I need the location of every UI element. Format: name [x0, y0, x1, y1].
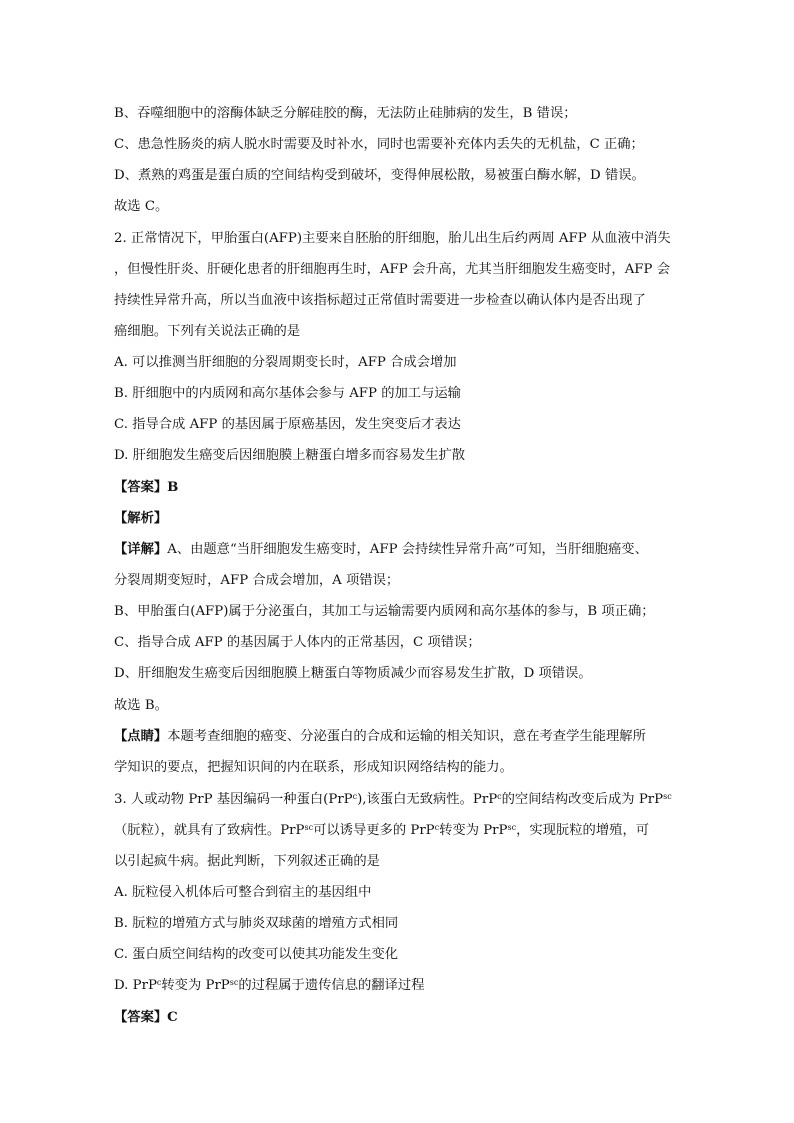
text-span: 的过程属于遗传信息的翻译过程 — [238, 978, 425, 993]
superscript: sc — [229, 978, 239, 987]
text-line: 持续性异常升高，所以当血液中该指标超过正常值时需要进一步检查以确认体内是否出现了 — [114, 293, 646, 308]
text-span: 3. 人或动物 PrP 基因编码一种蛋白(PrP — [114, 792, 353, 807]
detail-text: A、由题意“当肝细胞发生癌变时，AFP 会持续性异常升高”可知，当肝细胞癌变、 — [167, 542, 648, 557]
text-span: ，实现朊粒的增殖，可 — [516, 823, 650, 838]
text-line: 故选 C。 — [114, 199, 169, 214]
text-span: 的空间结构改变后成为 PrP — [501, 792, 664, 807]
option-c: C. 指导合成 AFP 的基因属于原癌基因，发生突变后才表达 — [114, 417, 461, 432]
text-line: 分裂周期变短时，AFP 合成会增加，A 项错误； — [114, 573, 400, 588]
option-a: A. 朊粒侵入机体后可整合到宿主的基因组中 — [114, 885, 372, 900]
text-line: 学知识的要点，把握知识间的内在联系，形成知识网络结构的能力。 — [114, 760, 513, 775]
text-span: （朊粒），就具有了致病性。PrP — [114, 823, 305, 838]
question-2-stem: 2. 正常情况下，甲胎蛋白(AFP)主要来自胚胎的肝细胞，胎儿出生后约两周 AFP 从血液中消失 — [114, 231, 671, 246]
text-line: 故选 B。 — [114, 698, 168, 713]
option-a: A. 可以推测当肝细胞的分裂周期变长时，AFP 合成会增加 — [114, 355, 457, 370]
text-line: ，但慢性肝炎、肝硬化患者的肝细胞再生时，AFP 会升高，尤其当肝细胞发生癌变时，AFP 会 — [114, 262, 670, 277]
option-d: D. 肝细胞发生癌变后因细胞膜上糖蛋白增多而容易发生扩散 — [114, 448, 466, 463]
text-line — [114, 727, 646, 747]
text-line: D、煮熟的鸡蛋是蛋白质的空间结构受到破坏，变得伸展松散，易被蛋白酶水解，D 错误。 — [114, 168, 645, 183]
superscript: c — [156, 978, 162, 987]
superscript: c — [497, 792, 502, 801]
option-d — [114, 976, 425, 996]
text-line — [114, 821, 649, 841]
analysis-label: 【解析】 — [114, 511, 168, 526]
text-line — [114, 540, 648, 560]
answer-label: 【答案】C — [114, 1010, 178, 1025]
superscript: sc — [663, 792, 672, 801]
superscript: sc — [507, 823, 517, 832]
option-b: B. 肝细胞中的内质网和高尔基体会参与 AFP 的加工与运输 — [114, 386, 461, 401]
option-c: C. 蛋白质空间结构的改变可以使其功能发生变化 — [114, 947, 399, 962]
comment-text: 本题考查细胞的癌变、分泌蛋白的合成和运输的相关知识，意在考查学生能理解所 — [167, 729, 646, 744]
text-line: 以引起疯牛病。据此判断，下列叙述正确的是 — [114, 854, 380, 869]
superscript: c — [434, 823, 440, 832]
superscript: sc — [304, 823, 314, 832]
text-span: 转变为 PrP — [439, 823, 508, 838]
answer-label: 【答案】B — [114, 480, 179, 495]
text-span: ),该蛋白无致病性。PrP — [357, 792, 498, 807]
text-span: 转变为 PrP — [161, 978, 230, 993]
option-b: B. 朊粒的增殖方式与肺炎双球菌的增殖方式相同 — [114, 916, 399, 931]
text-line: B、吞噬细胞中的溶酶体缺乏分解硅胶的酶，无法防止硅肺病的发生，B 错误； — [114, 106, 577, 121]
text-line: 癌细胞。下列有关说法正确的是 — [114, 324, 301, 339]
text-line: C、指导合成 AFP 的基因属于人体内的正常基因，C 项错误； — [114, 635, 481, 650]
text-line: B、甲胎蛋白(AFP)属于分泌蛋白，其加工与运输需要内质网和高尔基体的参与，B 项正确； — [114, 604, 655, 619]
text-span: 可以诱导更多的 PrP — [313, 823, 435, 838]
comment-label: 【点睛】 — [114, 729, 168, 744]
text-line: C、患急性肠炎的病人脱水时需要及时补水，同时也需要补充体内丢失的无机盐，C 正确； — [114, 137, 644, 152]
text-span: D. PrP — [114, 978, 157, 993]
question-3-stem — [114, 790, 672, 810]
superscript: c — [352, 792, 358, 801]
text-line: D、肝细胞发生癌变后因细胞膜上糖蛋白等物质减少而容易发生扩散，D 项错误。 — [114, 666, 592, 681]
detail-label: 【详解】 — [114, 542, 168, 557]
